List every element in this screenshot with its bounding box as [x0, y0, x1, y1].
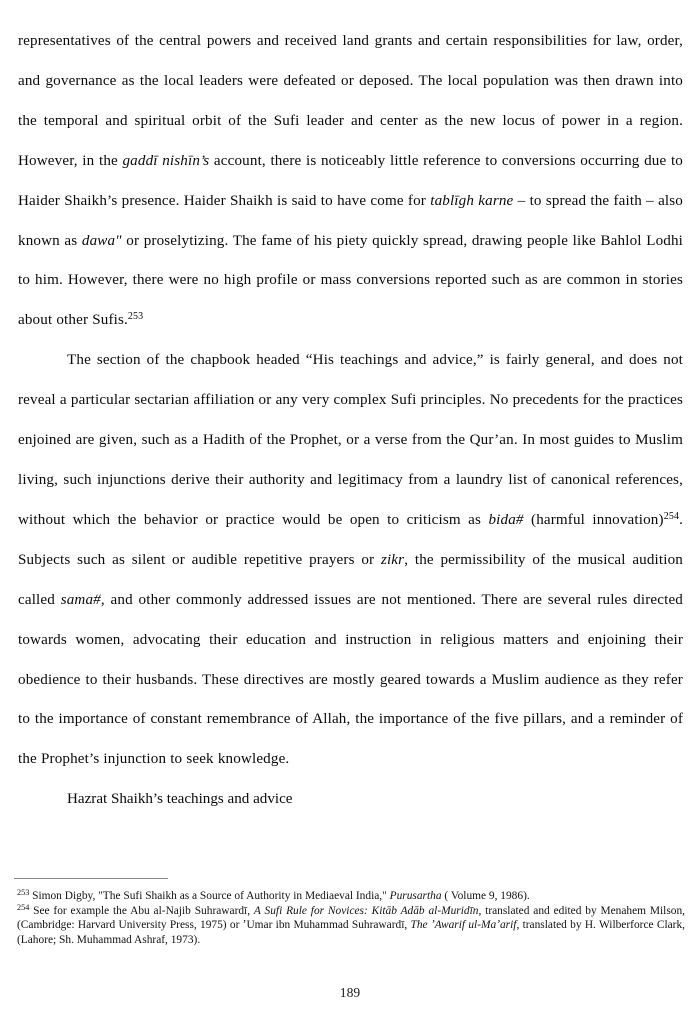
- paragraph-2-run-4: , the permissibility of the musical audition called: [18, 551, 683, 608]
- paragraph-2-run-2: (harmful innovation): [523, 511, 664, 528]
- footnote-reference-253[interactable]: 253: [127, 311, 144, 323]
- footnote-entry-253: [17, 889, 685, 904]
- footnote-254-run-3: , translated by H. Wilberforce Clark, (Lahore; Sh. Muhammad Ashraf, 1973).: [17, 919, 685, 946]
- paragraph-1-italic-gaddi-nishin: gaddī nishīn’s: [122, 152, 210, 169]
- paragraph-continuation: [18, 22, 683, 341]
- footnote-marker-254: 254: [17, 902, 30, 912]
- paragraph-1-run-4: or proselytizing. The fame of his piety quickly spread, drawing people like Bahlol Lodhi to him. However, there were no high profile or mass conversions reported such as are common in stories about other Sufis.: [18, 232, 684, 329]
- paragraph-1-italic-dawa: dawa": [81, 232, 122, 249]
- footnote-253-run-1: Simon Digby, "The Sufi Shaikh as a Source of Authority in Mediaeval India,": [29, 890, 390, 902]
- footnote-block: [17, 889, 685, 947]
- paragraph-2-italic-sama: sama#: [60, 591, 101, 608]
- subheading-hazrat-shaikh-teachings: Hazrat Shaikh’s teachings and advice: [67, 791, 293, 808]
- page-number: 189: [339, 985, 361, 1000]
- paragraph-2-italic-bida: bida#: [488, 511, 524, 528]
- footnote-reference-254[interactable]: 254: [663, 510, 680, 522]
- footnote-254-italic-awarif-ul-maarif: The ʼAwarif ul-Maʼarif: [410, 919, 517, 932]
- paragraph-teachings-and-advice: [18, 341, 683, 780]
- footnote-254-run-1: See for example the Abu al-Najib Suhrawardī,: [29, 904, 254, 917]
- paragraph-1-italic-tabligh-karne: tablīgh karne: [430, 192, 514, 209]
- paragraph-1-run-1: representatives of the central powers and received land grants and certain responsibilities for law, order, and governance as the local leaders were defeated or deposed. The local population was then drawn into the temporal and spiritual orbit of the Sufi leader and center as the new locus of power in a region. However, in the: [18, 33, 683, 169]
- paragraph-1-run-2: account, there is noticeably little reference to conversions occurring due to Haider Shaikh’s presence. Haider Shaikh is said to have come for: [18, 152, 684, 209]
- footnote-marker-253: 253: [17, 888, 30, 898]
- paragraph-2-run-1: The section of the chapbook headed “His teachings and advice,” is fairly general, and does not reveal a particular sectarian affiliation or any very complex Sufi principles. No precedents for the practices enjoined are given, such as a Hadith of the Prophet, or a verse from the Qur’an. In most guides to Muslim living, such injunctions derive their authority and legitimacy from a laundry list of canonical references, without which the behavior or practice would be open to criticism as: [18, 352, 683, 528]
- paragraph-2-run-5: , and other commonly addressed issues are not mentioned. There are several rules directed towards women, advocating their education and instruction in religious matters and enjoining their obedience to their husbands. These directives are mostly geared towards a Muslim audience as they refer to the importance of constant remembrance of Allah, the importance of the five pillars, and a reminder of the Prophet’s injunction to seek knowledge.: [18, 591, 683, 768]
- paragraph-1-run-3: – to spread the faith – also known as: [18, 192, 683, 249]
- body-text-block: [18, 22, 683, 820]
- paragraph-2-run-3: . Subjects such as silent or audible repetitive prayers or: [18, 511, 684, 568]
- footnote-entry-254: [17, 904, 685, 948]
- footnote-254-run-2: , translated and edited by Menahem Milson, (Cambridge: Harvard University Press, 1975) or ʼUmar ibn Muhammad Suhrawardī,: [17, 904, 685, 932]
- paragraph-2-italic-zikr: zikr: [380, 551, 405, 568]
- footnote-253-italic-purusartha: Purusartha: [389, 890, 442, 902]
- footnote-separator-rule: [14, 878, 168, 879]
- footnote-254-italic-sufi-rule-for-novices: A Sufi Rule for Novices: Kitāb Adāb al-Muridīn: [253, 904, 479, 917]
- footnote-253-run-2: ( Volume 9, 1986).: [441, 890, 530, 902]
